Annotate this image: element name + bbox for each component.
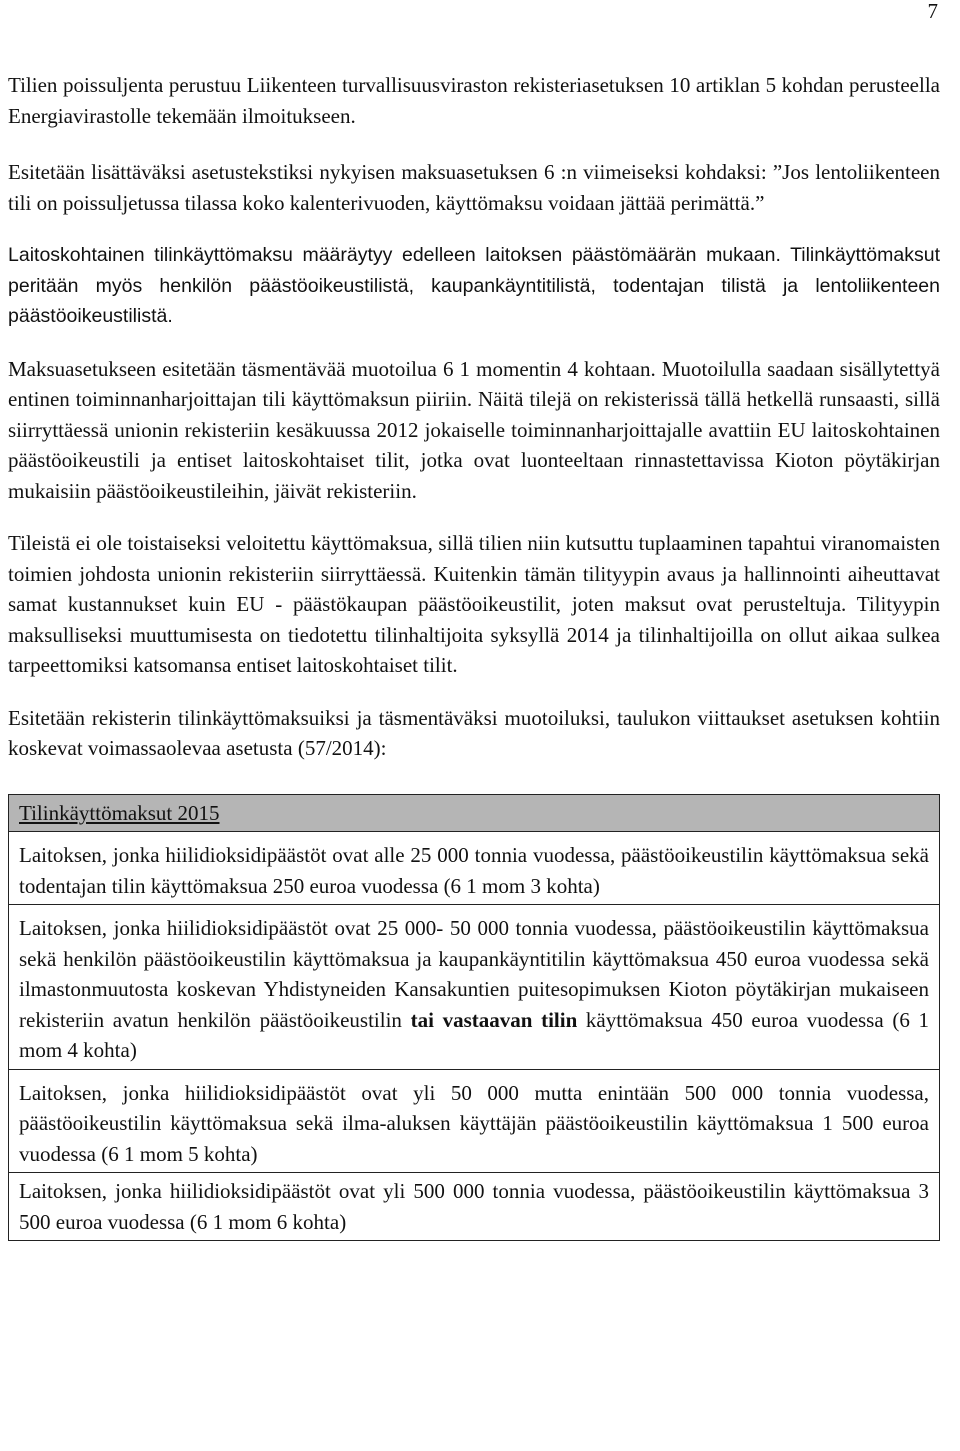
paragraph-installation-fee: Laitoskohtainen tilinkäyttömaksu määräytyy edelleen laitoksen päästömäärän mukaan. Tilinkäyttömaksut peritään myös henkilön päästöoikeustilistä, kaupankäyntitilistä, todentajan tilistä ja lentoliikenteen päästöoikeustilistä. <box>8 244 940 327</box>
fee-row-bold-text: tai vastaavan tilin <box>410 1007 578 1032</box>
fee-table-header-cell <box>9 794 940 832</box>
fee-table-title: Tilinkäyttömaksut 2015 <box>19 800 220 825</box>
table-row <box>9 1173 940 1241</box>
fee-row-50000-500000: Laitoksen, jonka hiilidioksidipäästöt ovat yli 50 000 mutta enintään 500 000 tonnia vuodessa, päästöoikeustilin käyttömaksua sekä ilma-aluksen käyttäjän päästöoikeustilin käyttömaksua 1 500 euroa vuodessa (6 1 mom 5 kohta) <box>9 1069 940 1173</box>
fee-row-over-500000: Laitoksen, jonka hiilidioksidipäästöt ovat yli 500 000 tonnia vuodessa, päästöoikeustilin käyttömaksua 3 500 euroa vuodessa (6 1 mom 6 kohta) <box>9 1173 940 1241</box>
fee-row-25000-50000 <box>9 905 940 1070</box>
fee-table-header-row <box>9 794 940 832</box>
fee-row-under-25000: Laitoksen, jonka hiilidioksidipäästöt ovat alle 25 000 tonnia vuodessa, päästöoikeustilin käyttömaksua sekä todentajan tilin käyttömaksua 250 euroa vuodessa (6 1 mom 3 kohta) <box>9 832 940 905</box>
paragraph-account-exclusion: Tilien poissuljenta perustuu Liikenteen turvallisuusviraston rekisteriasetuksen 10 artiklan 5 kohdan perusteella Energiavirastolle tekemään ilmoitukseen. <box>8 73 940 128</box>
fee-table <box>8 794 940 1242</box>
page-number: 7 <box>927 0 938 23</box>
table-row <box>9 832 940 905</box>
table-row <box>9 1069 940 1173</box>
paragraph-proposed-text: Esitetään lisättäväksi asetustekstiksi nykyisen maksuasetuksen 6 :n viimeiseksi kohdaksi: ”Jos lentoliikenteen tili on poissuljetussa tilassa koko kalenterivuoden, käyttömaksu voidaan jättää perimättä.” <box>8 160 940 215</box>
fee-row-text-start: Laitoksen, jonka hiilidioksidipäästöt ovat 25 000- 50 000 tonnia vuodessa, päästöoikeustilin käyttömaksua sekä henkilön päästöoikeustilin käyttömaksua ja kaupankäyntitilin käyttömaksua 450 euroa vuodessa sekä ilmastonmuutosta koskevan Yhdistyneiden Kansakuntien puitesopimuksen Kioton pöytäkirjan mukaiseen rekisteriin avatun henkilön päästöoikeustilin <box>19 916 929 1032</box>
paragraph-fee-regulation: Maksuasetukseen esitetään täsmentävää muotoilua 6 1 momentin 4 kohtaan. Muotoilulla saadaan sisällytettyä entinen toiminnanharjoittajan tili käyttömaksun piiriin. Näitä tilejä on rekisterissä tällä hetkellä runsaasti, sillä siirryttäessä unionin rekisteriin kesäkuussa 2012 jokaiselle toiminnanharjoittajalle avattiin EU laitoskohtainen päästöoikeustili ja entiset laitoskohtaiset tilit, jotka ovat luonteeltaan rinnastettavissa Kioton pöytäkirjan mukaisiin päästöoikeustileihin, jäivät rekisteriin. <box>8 356 940 503</box>
paragraph-table-intro: Esitetään rekisterin tilinkäyttömaksuiksi ja täsmentäväksi muotoiluksi, taulukon viittaukset asetuksen kohtiin koskevat voimassaolevaa asetusta (57/2014): <box>8 705 940 760</box>
paragraph-no-charge-yet: Tileistä ei ole toistaiseksi veloitettu käyttömaksua, sillä tilien niin kutsuttu tuplaaminen tapahtui viranomaisten toimien johdosta unionin rekisteriin siirryttäessä. Kuitenkin tämän tilityypin avaus ja hallinnointi aiheuttavat samat kustannukset kuin EU - päästökaupan päästöoikeustilit, joten maksut ovat perusteltuja. Tilityypin maksulliseksi muuttumisesta on tiedotettu tilinhaltijoita syksyllä 2014 ja tilinhaltijoilla on ollut aikaa sulkea tarpeettomiksi katsomansa entiset laitoskohtaiset tilit. <box>8 531 940 677</box>
table-row <box>9 905 940 1070</box>
fee-row-text-end: käyttömaksua 450 euroa vuodessa (6 1 mom 4 kohta) <box>19 1007 929 1062</box>
document-body <box>8 70 940 1241</box>
